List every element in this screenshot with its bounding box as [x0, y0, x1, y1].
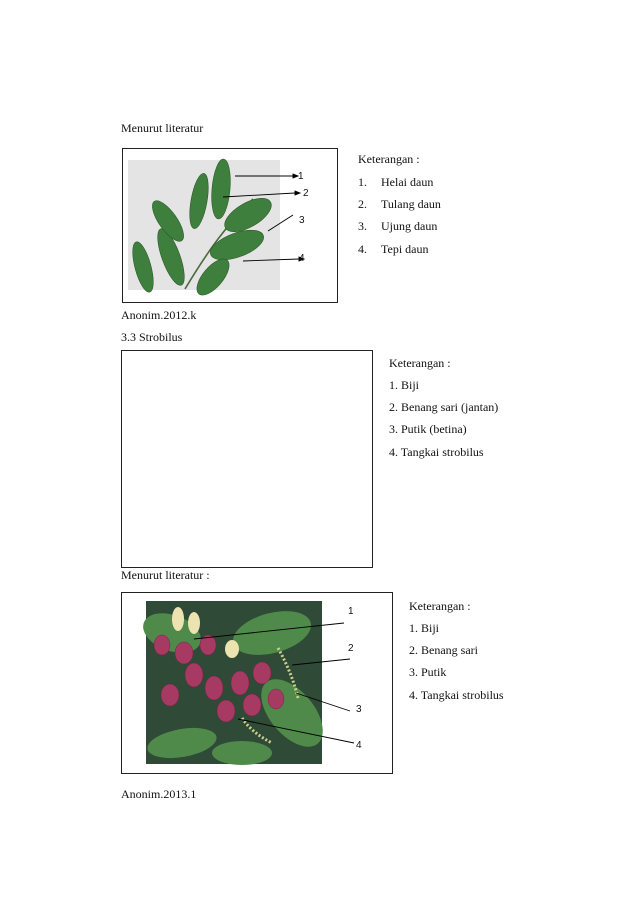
callout-4: 4: [299, 253, 305, 264]
section2-heading: 3.3 Strobilus: [121, 330, 183, 344]
legend-title: Keterangan :: [358, 152, 420, 166]
callout-3: 3: [356, 704, 362, 715]
callout-4: 4: [356, 740, 362, 751]
callout-1: 1: [348, 606, 354, 617]
legend-item: 3. Putik (betina): [389, 422, 467, 436]
legend-item: 3. Putik: [409, 665, 447, 679]
empty-photo-frame: [121, 350, 373, 568]
leaf-figure-frame: [122, 148, 338, 303]
legend-item: 4. Tangkai strobilus: [409, 688, 504, 702]
callout-2: 2: [348, 643, 354, 654]
section3-source: Anonim.2013.1: [121, 787, 197, 801]
legend-item: 3. Ujung daun: [358, 219, 438, 233]
callout-2: 2: [303, 188, 309, 199]
section3-heading: Menurut literatur :: [121, 568, 210, 582]
callout-1: 1: [298, 171, 304, 182]
strobilus-photo: [122, 593, 392, 773]
legend-item: 1. Biji: [389, 378, 420, 392]
legend-item: 4. Tepi daun: [358, 242, 429, 256]
legend-title: Keterangan :: [409, 599, 471, 613]
legend-item: 2. Tulang daun: [358, 197, 441, 211]
legend-item: 2. Benang sari (jantan): [389, 400, 499, 414]
legend-item: 1. Helai daun: [358, 175, 434, 189]
section1-heading: Menurut literatur: [121, 121, 204, 135]
callout-3: 3: [299, 215, 305, 226]
section1-source: Anonim.2012.k: [121, 308, 197, 322]
legend-title: Keterangan :: [389, 356, 451, 370]
legend-item: 1. Biji: [409, 621, 440, 635]
strobilus-figure-frame: [121, 592, 393, 774]
legend-item: 2. Benang sari: [409, 643, 478, 657]
legend-item: 4. Tangkai strobilus: [389, 445, 484, 459]
